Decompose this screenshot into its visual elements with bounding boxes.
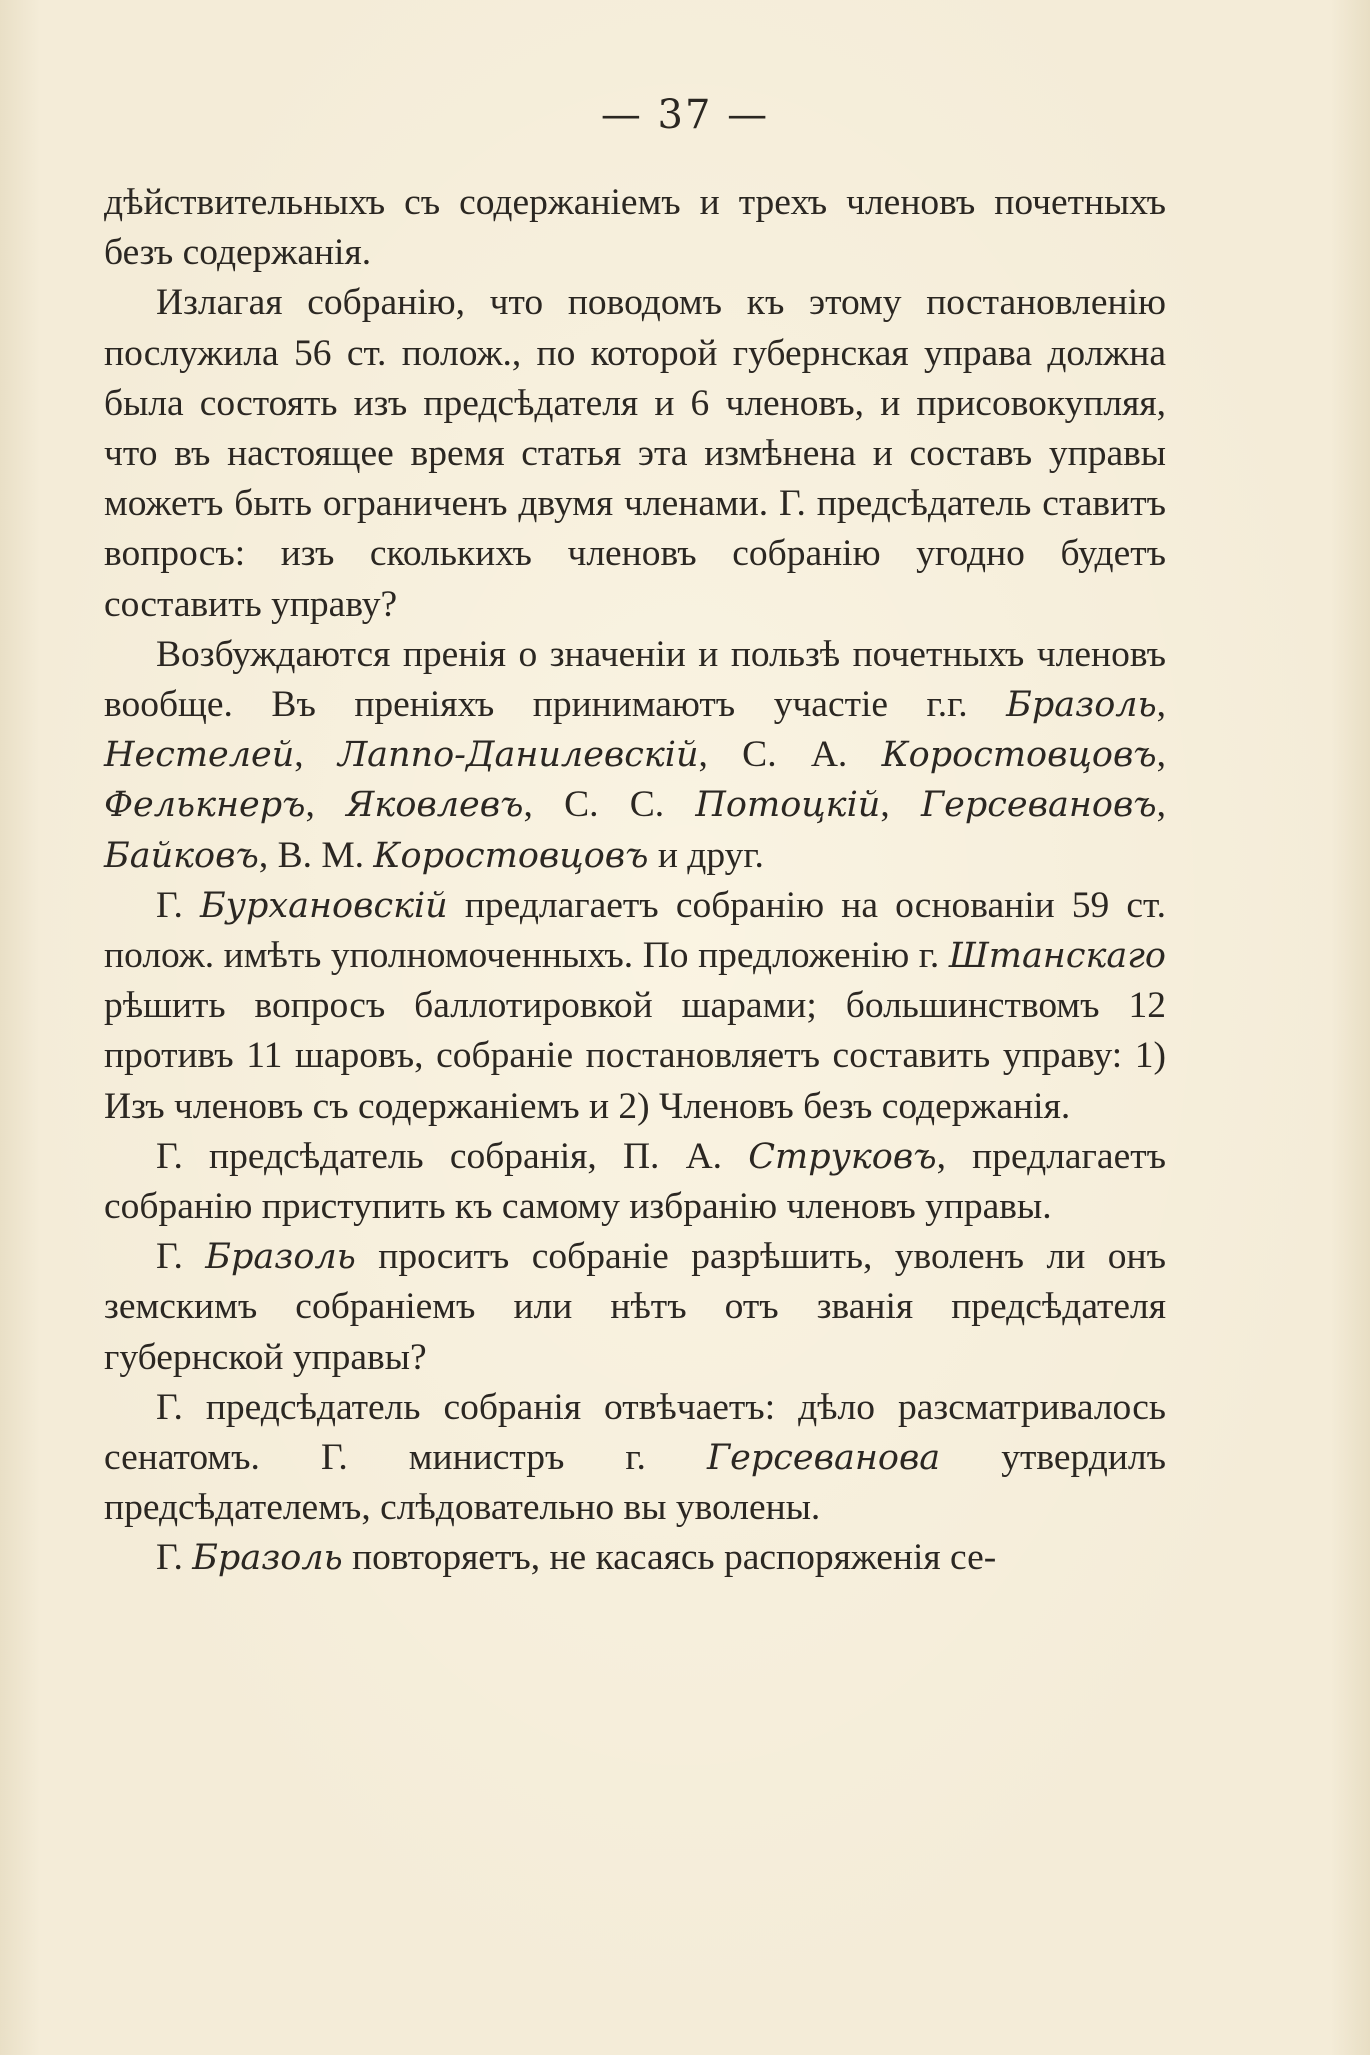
person-name: Бразоль bbox=[1006, 685, 1157, 726]
body-text bbox=[104, 178, 1166, 1584]
text-run: проситъ собраніе разрѣшить, уволенъ ли онъ земскимъ собраніемъ или нѣтъ отъ званія предсѣдателя губернской управы? bbox=[104, 1236, 1166, 1378]
person-name: Коростовцовъ bbox=[881, 735, 1157, 776]
paragraph-5 bbox=[104, 1132, 1166, 1232]
paragraph-7 bbox=[104, 1383, 1166, 1534]
text-run: предлагаетъ собранію на основаніи 59 ст. полож. имѣть уполномоченныхъ. По предложенію г. bbox=[104, 884, 1166, 977]
text-run: , bbox=[294, 734, 338, 776]
person-name: Бурхановскій bbox=[199, 885, 448, 926]
person-name: Фелькнеръ bbox=[104, 785, 306, 826]
text-run: , С. А. bbox=[698, 734, 882, 776]
page-number: — 37 — bbox=[600, 92, 770, 138]
person-name: Лаппо-Данилевскій bbox=[337, 735, 699, 776]
person-name: Струковъ bbox=[748, 1136, 937, 1177]
text-run: Г. предсѣдатель собранія, П. А. bbox=[156, 1135, 749, 1177]
text-run: , bbox=[1156, 684, 1166, 726]
text-run: повторяетъ, не касаясь распоряженія се- bbox=[342, 1537, 997, 1579]
person-name: Яковлевъ bbox=[346, 785, 524, 826]
text-run: Возбуждаются пренія о значеніи и пользѣ почетныхъ членовъ вообще. Въ преніяхъ принимаютъ участіе г.г. bbox=[104, 633, 1166, 726]
person-name: Нестелей bbox=[104, 735, 295, 776]
text-run: , предлагаетъ собранію приступить къ самому избранію членовъ управы. bbox=[104, 1135, 1166, 1228]
paragraph-6 bbox=[104, 1232, 1166, 1383]
person-name: Герсеванова bbox=[706, 1438, 941, 1479]
paragraph-4 bbox=[104, 881, 1166, 1132]
text-run: , bbox=[305, 784, 347, 826]
text-run: Г. bbox=[156, 1537, 193, 1579]
person-name: Потоцкій bbox=[695, 785, 881, 826]
person-name: Штанскаго bbox=[948, 936, 1166, 977]
text-run: Г. bbox=[156, 884, 200, 926]
text-run: , В. М. bbox=[258, 834, 374, 876]
text-run: и друг. bbox=[648, 834, 764, 876]
text-run: Г. bbox=[156, 1236, 206, 1278]
paragraph-3 bbox=[104, 630, 1166, 881]
text-run: дѣйствительныхъ съ содержаніемъ и трехъ членовъ почетныхъ безъ содержанія. bbox=[104, 182, 1166, 274]
person-name: Герсевановъ bbox=[920, 785, 1157, 826]
text-run: рѣшить вопросъ баллотировкой шарами; большинствомъ 12 противъ 11 шаровъ, собраніе постановляетъ составить управу: 1) Изъ членовъ съ содержаніемъ и 2) Членовъ безъ содержанія. bbox=[104, 985, 1166, 1127]
person-name: Бразоль bbox=[192, 1538, 343, 1579]
text-run: , С. С. bbox=[523, 784, 696, 826]
person-name: Коростовцовъ bbox=[373, 835, 649, 876]
paragraph-1 bbox=[104, 178, 1166, 278]
text-run: , bbox=[1156, 734, 1167, 776]
text-run: Излагая собранію, что поводомъ къ этому постановленію послужила 56 ст. полож., по которой губернская управа должна была состоять изъ предсѣдателя и 6 членовъ, и присовокупляя, что въ настоящее время статья эта измѣнена и составъ управы можетъ быть ограниченъ двумя членами. Г. предсѣдатель ставитъ вопросъ: изъ сколькихъ членовъ собранію угодно будетъ составить управу? bbox=[104, 282, 1166, 625]
text-run: , bbox=[880, 784, 921, 826]
paragraph-2 bbox=[104, 278, 1166, 629]
person-name: Бразоль bbox=[205, 1237, 356, 1278]
text-run: Г. предсѣдатель собранія отвѣчаетъ: дѣло разсматривалось сенатомъ. Г. министръ г. bbox=[104, 1386, 1166, 1479]
paragraph-8 bbox=[104, 1533, 1166, 1583]
text-run: утвердилъ предсѣдателемъ, слѣдовательно вы уволены. bbox=[104, 1437, 1166, 1529]
text-run: , bbox=[1156, 784, 1167, 826]
person-name: Байковъ bbox=[104, 835, 259, 876]
